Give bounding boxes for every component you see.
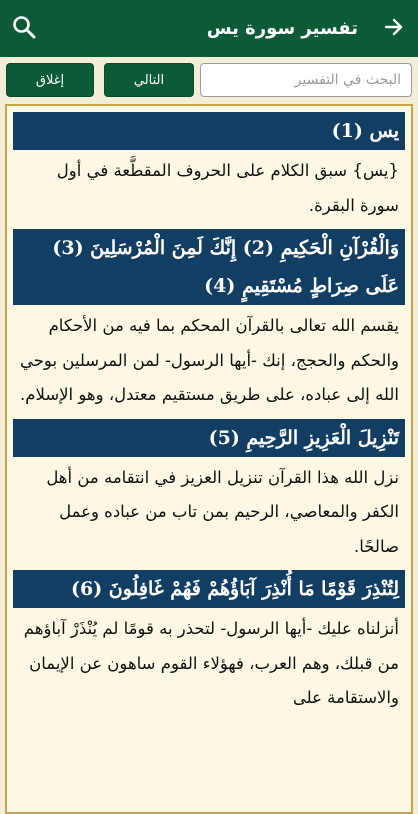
tafsir-list — [13, 112, 405, 722]
tafsir-content-panel[interactable] — [5, 104, 413, 814]
search-icon — [11, 14, 37, 44]
search-button[interactable] — [0, 0, 48, 57]
verse-header: تَنْزِيلَ الْعَزِيزِ الرَّحِيمِ (5) — [13, 419, 405, 457]
verse-header: يس (1) — [13, 112, 405, 150]
tafsir-text: يقسم الله تعالى بالقرآن المحكم بما فيه من الأحكام والحكم والحجج، إنك -أيها الرسول- لمن المرسلين بوحي الله إلى عباده، على طريق مستقيم معتدل، وهو الإسلام. — [13, 307, 405, 417]
verse-header: وَالْقُرْآنِ الْحَكِيمِ (2) إِنَّكَ لَمِنَ الْمُرْسَلِينَ (3) عَلَى صِرَاطٍ مُسْتَقِيمٍ (4) — [13, 229, 405, 305]
tafsir-text: نزل الله هذا القرآن تنزيل العزيز في انتقامه من أهل الكفر والمعاصي، الرحيم بمن تاب من عباده وعمل صالحًا. — [13, 459, 405, 569]
tafsir-text: أنزلناه عليك -أيها الرسول- لتحذر به قومًا لم يُنْذَرْ آباؤهم من قبلك، وهم العرب، فهؤلاء القوم ساهون عن الإيمان والاستقامة على — [13, 610, 405, 720]
next-button[interactable]: التالي — [104, 63, 194, 97]
close-button[interactable]: إغلاق — [6, 63, 94, 97]
search-toolbar — [0, 57, 418, 103]
arrow-right-icon — [383, 16, 405, 42]
page-title: تفسير سورة يس — [206, 18, 358, 39]
tafsir-search-input[interactable] — [200, 63, 412, 97]
app-bar — [0, 0, 418, 57]
verse-header: لِتُنْذِرَ قَوْمًا مَا أُنْذِرَ آبَاؤُهُمْ فَهُمْ غَافِلُونَ (6) — [13, 570, 405, 608]
back-button[interactable] — [370, 0, 418, 57]
tafsir-text: {يس} سبق الكلام على الحروف المقطَّعة في أول سورة البقرة. — [13, 152, 405, 227]
